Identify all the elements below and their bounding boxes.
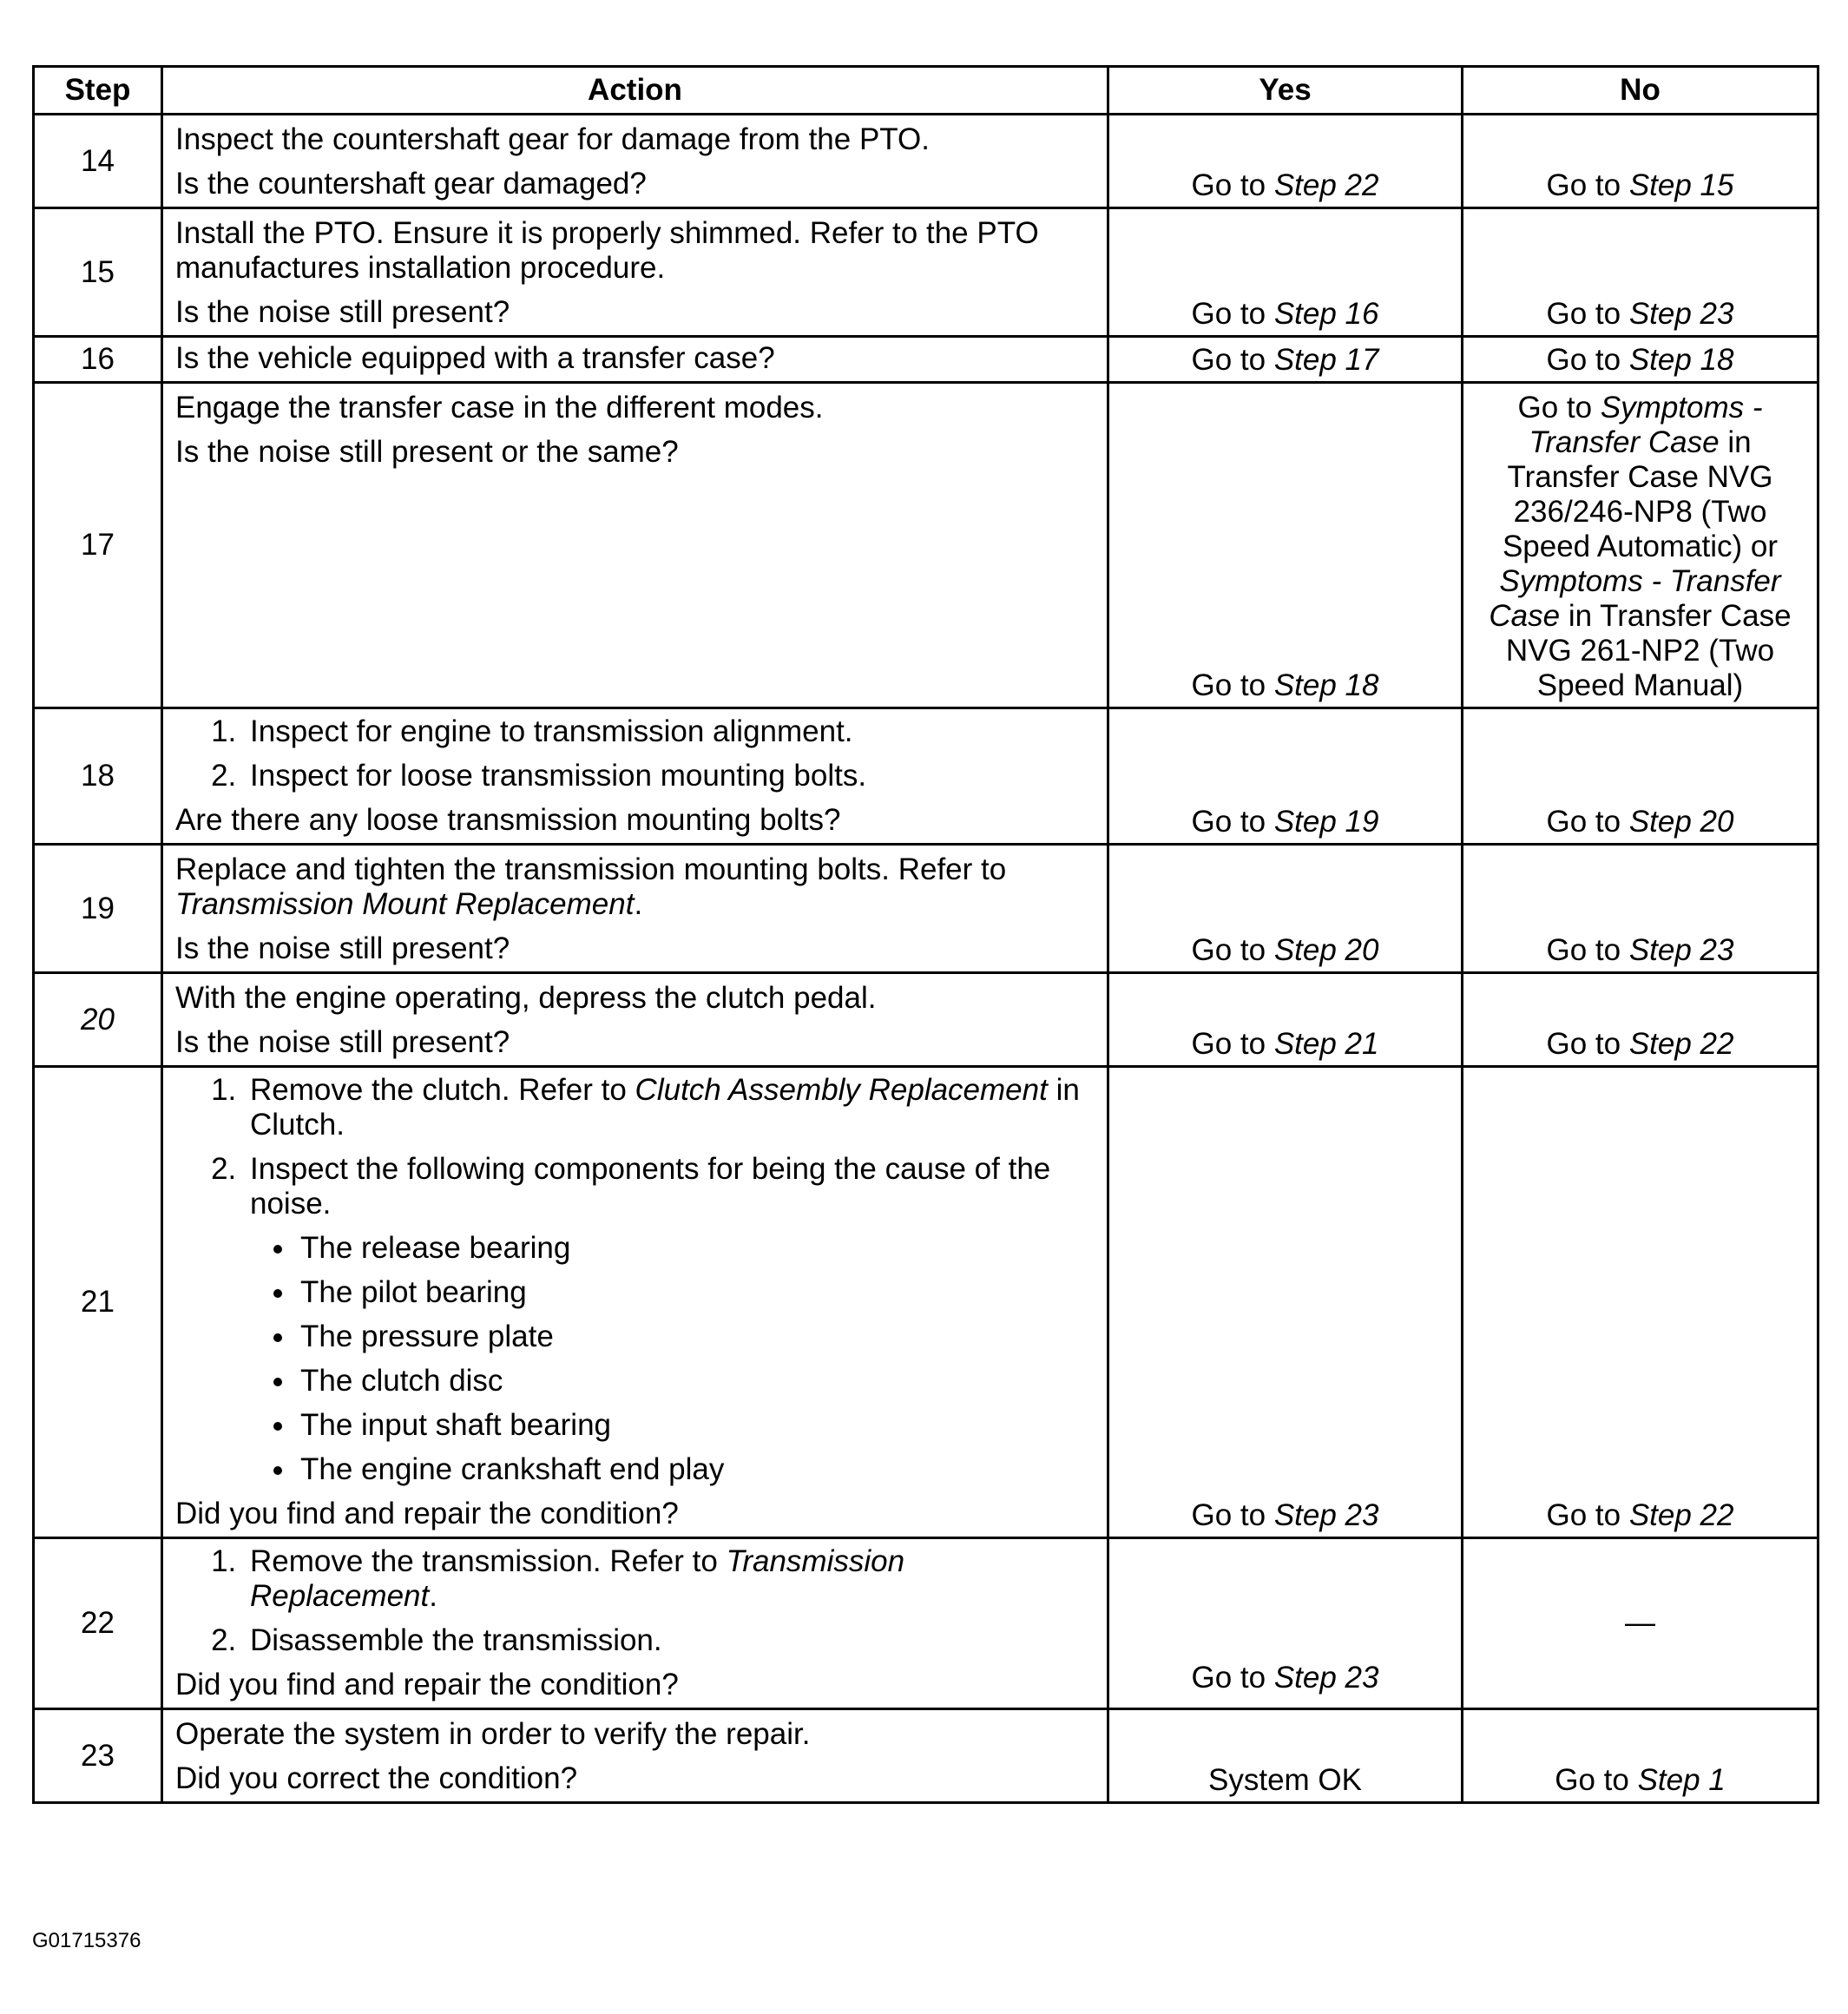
yes-step-link[interactable]: Step 18 — [1273, 668, 1379, 702]
yes-cell — [1108, 208, 1463, 337]
action-question: Is the countershaft gear damaged? — [175, 167, 647, 201]
yes-cell — [1108, 845, 1463, 973]
yes-step-link[interactable]: Step 22 — [1273, 168, 1379, 202]
diagnostic-table — [32, 65, 1819, 1804]
action-cell — [162, 973, 1108, 1067]
header-action: Action — [162, 67, 1108, 115]
no-step-link[interactable]: Step 15 — [1628, 168, 1734, 202]
bullet-item: • The input shaft bearing — [297, 1408, 1095, 1443]
list-item-text-end: in Clutch. — [250, 1073, 1080, 1142]
no-prefix: Go to — [1546, 297, 1629, 331]
action-cell — [162, 1538, 1108, 1709]
yes-prefix: Go to — [1191, 1498, 1274, 1532]
action-question: Is the noise still present or the same? — [175, 435, 679, 469]
action-text: Operate the system in order to verify the repair. — [175, 1717, 811, 1751]
yes-step-link[interactable]: Step 23 — [1273, 1661, 1379, 1695]
step-number: 22 — [34, 1538, 162, 1709]
no-prefix: Go to — [1517, 391, 1601, 425]
action-question: Is the noise still present? — [175, 295, 510, 329]
yes-cell — [1108, 337, 1463, 383]
action-text — [175, 852, 1095, 922]
yes-step-link[interactable]: Step 20 — [1273, 933, 1379, 967]
step-number: 21 — [34, 1067, 162, 1538]
no-prefix: Go to — [1546, 933, 1629, 967]
table-row — [34, 1067, 1818, 1538]
no-text-np2: in Transfer Case NVG 261-NP2 (Two Speed Manual) — [1505, 599, 1792, 702]
list-item — [245, 1544, 1095, 1614]
step-number: 16 — [34, 337, 162, 383]
table-row — [34, 1538, 1818, 1709]
action-text: Inspect the countershaft gear for damage from the PTO. — [175, 122, 930, 156]
action-cell — [162, 1709, 1108, 1803]
action-cell — [162, 708, 1108, 845]
list-item-text-end: . — [429, 1579, 437, 1613]
no-cell: — — [1463, 1538, 1818, 1709]
no-cell — [1463, 1709, 1818, 1803]
bullet-item: • The clutch disc — [297, 1364, 1095, 1399]
yes-cell: System OK — [1108, 1709, 1463, 1803]
action-cell — [162, 845, 1108, 973]
action-question: Is the vehicle equipped with a transfer case? — [175, 341, 775, 375]
no-step-link[interactable]: Step 22 — [1628, 1027, 1734, 1061]
yes-prefix: Go to — [1191, 168, 1274, 202]
no-prefix: Go to — [1546, 805, 1629, 839]
no-step-link[interactable]: Step 23 — [1628, 297, 1734, 331]
action-numbered-list — [175, 1073, 1095, 1487]
yes-prefix: Go to — [1191, 343, 1274, 377]
bullet-item: • The release bearing — [297, 1231, 1095, 1266]
action-numbered-list — [175, 1544, 1095, 1658]
action-numbered-list — [175, 714, 1095, 793]
list-item — [245, 1152, 1095, 1487]
list-item: 1. Inspect for engine to transmission alignment. — [245, 714, 1095, 749]
header-yes: Yes — [1108, 67, 1463, 115]
component-bullet-list — [250, 1231, 1095, 1487]
action-text: Install the PTO. Ensure it is properly shimmed. Refer to the PTO manufactures installation procedure. — [175, 216, 1039, 285]
table-row — [34, 1709, 1818, 1803]
yes-step-link[interactable]: Step 21 — [1273, 1027, 1379, 1061]
no-link-symptoms-np2[interactable]: Symptoms - Transfer Case — [1489, 564, 1781, 633]
header-row — [34, 67, 1818, 115]
step-number: 23 — [34, 1709, 162, 1803]
no-text-np8: in Transfer Case NVG 236/246-NP8 (Two Speed Automatic) or — [1502, 425, 1779, 563]
no-cell — [1463, 708, 1818, 845]
yes-prefix: Go to — [1191, 1661, 1274, 1695]
action-question: Is the noise still present? — [175, 931, 510, 965]
action-cell — [162, 115, 1108, 208]
reference-link[interactable]: Clutch Assembly Replacement — [635, 1073, 1048, 1107]
no-link-symptoms-np8[interactable]: Symptoms - Transfer Case — [1529, 391, 1763, 459]
action-question: Did you find and repair the condition? — [175, 1668, 679, 1701]
no-step-link[interactable]: Step 1 — [1637, 1763, 1726, 1797]
no-cell — [1463, 208, 1818, 337]
bullet-item: • The pilot bearing — [297, 1275, 1095, 1310]
no-prefix: Go to — [1546, 168, 1629, 202]
action-cell — [162, 383, 1108, 708]
no-cell — [1463, 973, 1818, 1067]
table-row — [34, 973, 1818, 1067]
no-cell — [1463, 115, 1818, 208]
list-item-text: Remove the clutch. Refer to — [250, 1073, 635, 1107]
table-row — [34, 845, 1818, 973]
step-number: 15 — [34, 208, 162, 337]
no-prefix: Go to — [1555, 1763, 1638, 1797]
no-step-link[interactable]: Step 22 — [1628, 1498, 1734, 1532]
yes-step-link[interactable]: Step 17 — [1273, 343, 1379, 377]
no-prefix: Go to — [1546, 1498, 1629, 1532]
table-row — [34, 208, 1818, 337]
action-text: Engage the transfer case in the different modes. — [175, 391, 824, 425]
yes-step-link[interactable]: Step 19 — [1273, 805, 1379, 839]
no-cell — [1463, 845, 1818, 973]
action-text-part: Replace and tighten the transmission mounting bolts. Refer to — [175, 852, 1007, 886]
step-number: 18 — [34, 708, 162, 845]
action-question: Is the noise still present? — [175, 1025, 510, 1059]
list-item-text: Inspect the following components for being the cause of the noise. — [250, 1152, 1051, 1221]
action-cell — [162, 337, 1108, 383]
list-item — [245, 1073, 1095, 1142]
list-item: 2. Disassemble the transmission. — [245, 1623, 1095, 1658]
action-question: Are there any loose transmission mounting bolts? — [175, 803, 841, 837]
no-prefix: Go to — [1546, 1027, 1629, 1061]
action-cell — [162, 208, 1108, 337]
table-row — [34, 383, 1818, 708]
step-number: 14 — [34, 115, 162, 208]
yes-prefix: Go to — [1191, 805, 1274, 839]
reference-link[interactable]: Transmission Mount Replacement — [175, 887, 635, 921]
list-item: 2. Inspect for loose transmission mounting bolts. — [245, 759, 1095, 793]
yes-prefix: Go to — [1191, 668, 1274, 702]
no-step-link[interactable]: Step 23 — [1628, 933, 1734, 967]
list-item-text: Remove the transmission. Refer to — [250, 1544, 727, 1578]
action-question: Did you find and repair the condition? — [175, 1497, 679, 1530]
action-question: Did you correct the condition? — [175, 1761, 578, 1795]
step-number: 19 — [34, 845, 162, 973]
no-step-link[interactable]: Step 18 — [1628, 343, 1734, 377]
action-text: With the engine operating, depress the clutch pedal. — [175, 981, 877, 1015]
step-number: 17 — [34, 383, 162, 708]
yes-cell — [1108, 1538, 1463, 1709]
reference-link[interactable]: Transmission Replacement — [250, 1544, 905, 1613]
yes-cell — [1108, 708, 1463, 845]
no-step-link[interactable]: Step 20 — [1628, 805, 1734, 839]
no-cell — [1463, 1067, 1818, 1538]
yes-prefix: Go to — [1191, 933, 1274, 967]
yes-prefix: Go to — [1191, 1027, 1274, 1061]
table-row — [34, 708, 1818, 845]
yes-cell — [1108, 1067, 1463, 1538]
no-prefix: Go to — [1546, 343, 1629, 377]
no-cell — [1463, 337, 1818, 383]
header-step: Step — [34, 67, 162, 115]
action-text-end: . — [634, 887, 643, 921]
bullet-item: • The engine crankshaft end play — [297, 1452, 1095, 1487]
yes-cell — [1108, 973, 1463, 1067]
yes-cell — [1108, 383, 1463, 708]
bullet-item: • The pressure plate — [297, 1320, 1095, 1354]
action-cell — [162, 1067, 1108, 1538]
yes-prefix: Go to — [1191, 297, 1274, 331]
yes-step-link[interactable]: Step 16 — [1273, 297, 1379, 331]
yes-step-link[interactable]: Step 23 — [1273, 1498, 1379, 1532]
step-number: 20 — [34, 973, 162, 1067]
table-row — [34, 115, 1818, 208]
figure-id: G01715376 — [32, 1929, 141, 1952]
table-row — [34, 337, 1818, 383]
no-cell — [1463, 383, 1818, 708]
yes-cell — [1108, 115, 1463, 208]
header-no: No — [1463, 67, 1818, 115]
